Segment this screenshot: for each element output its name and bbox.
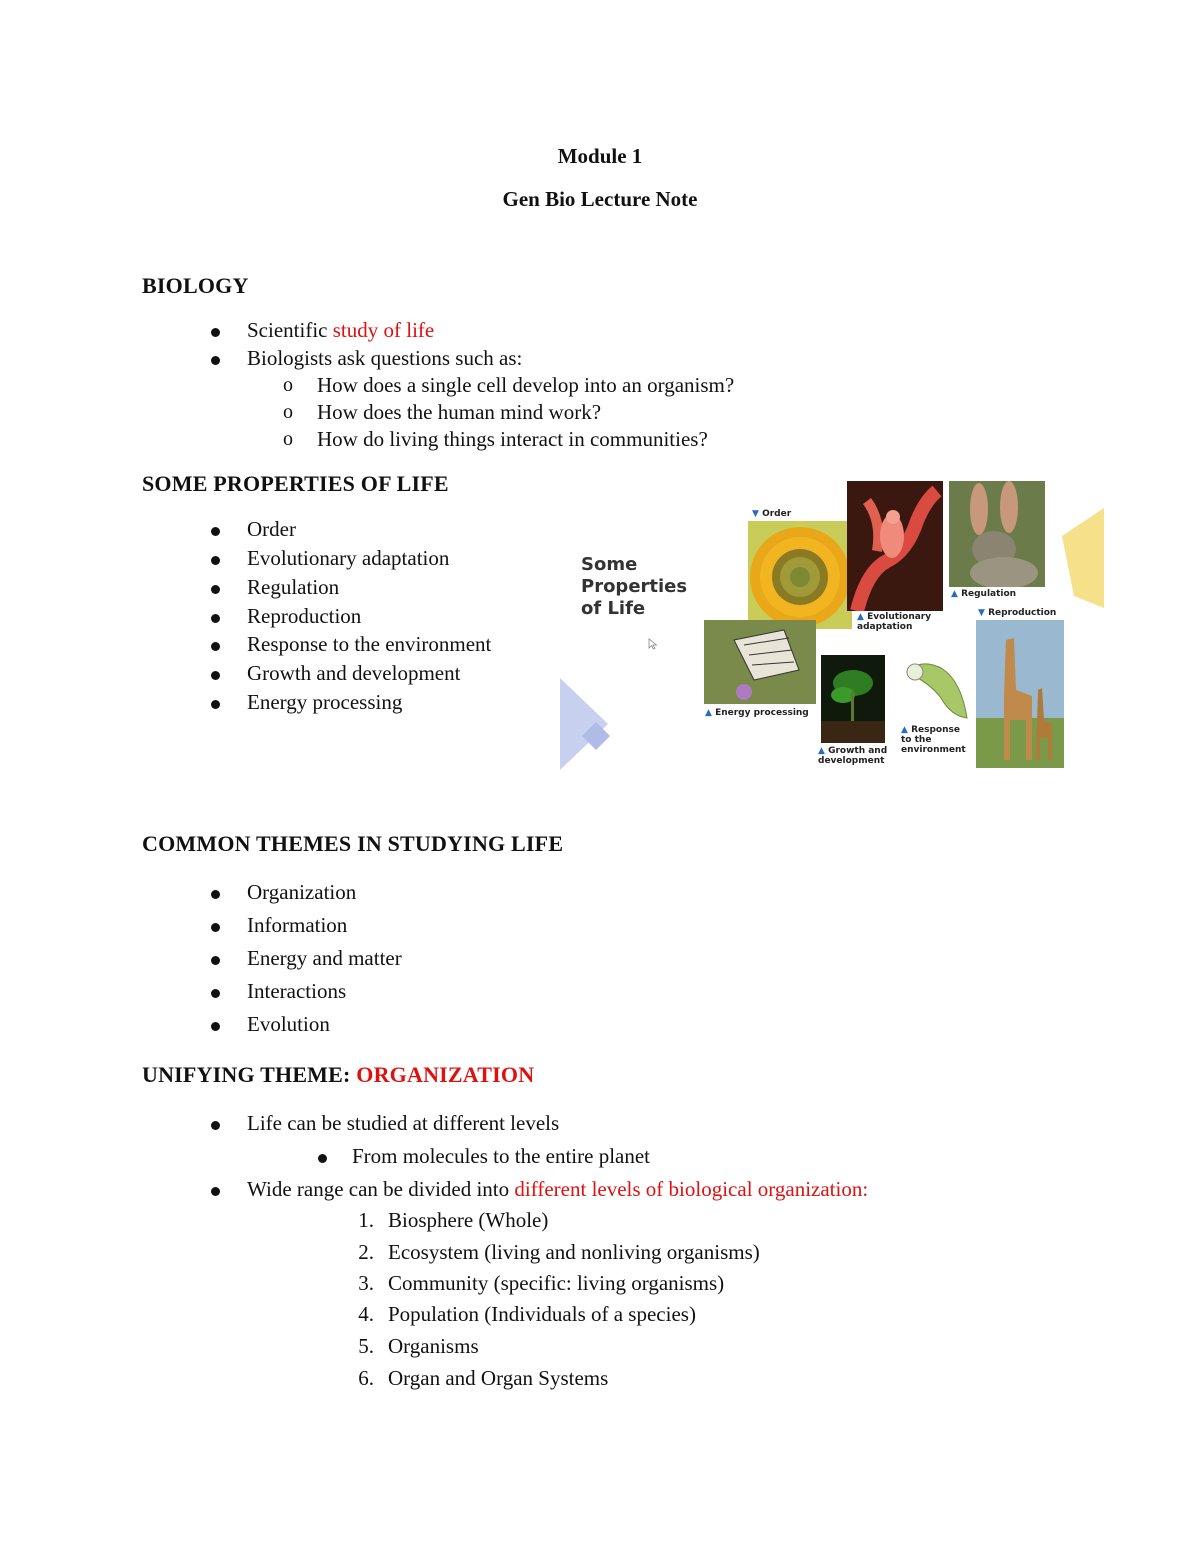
highlight-text: different levels of biological organization: [514, 1177, 869, 1201]
caption-energy: ▲ Energy processing [705, 708, 809, 718]
sunflower-photo [748, 521, 852, 629]
sub-bullet-icon: o [283, 428, 293, 450]
bullet-icon [318, 1154, 327, 1163]
level-number: 6. [358, 1366, 374, 1390]
giraffe-photo [976, 620, 1064, 768]
list-item [247, 318, 434, 343]
caption-response: ▲ Response to the environment [901, 725, 966, 755]
bullet-icon [211, 642, 220, 651]
list-item: Reproduction [247, 604, 362, 628]
level-item: Biosphere (Whole) [388, 1208, 549, 1232]
list-item: Evolutionary adaptation [247, 546, 450, 570]
level-item: Ecosystem (living and nonliving organisms) [388, 1240, 760, 1264]
level-item: Population (Individuals of a species) [388, 1302, 696, 1326]
highlight-text: study of life [332, 318, 435, 342]
level-number: 4. [358, 1302, 374, 1326]
bullet-icon [211, 356, 220, 365]
level-number: 5. [358, 1334, 374, 1358]
list-item: Response to the environment [247, 632, 492, 656]
list-item: Regulation [247, 575, 340, 599]
bullet-text: Wide range can be divided into [247, 1177, 515, 1201]
heading-highlight: ORGANIZATION [356, 1062, 535, 1087]
bullet-icon [211, 671, 220, 680]
list-item: Interactions [247, 979, 347, 1003]
response-plant-photo [901, 658, 973, 728]
list-item: Energy and matter [247, 946, 402, 970]
bullet-icon [211, 1022, 220, 1031]
figure-title: Some Properties of Life [581, 554, 688, 619]
bullet-icon [211, 527, 220, 536]
seedling-photo [821, 655, 885, 743]
bullet-icon [211, 1121, 220, 1130]
bullet-icon [211, 923, 220, 932]
level-item: Organisms [388, 1334, 479, 1358]
bullet-icon [211, 614, 220, 623]
list-item: Energy processing [247, 690, 403, 714]
bullet-icon [211, 585, 220, 594]
hare-photo [949, 481, 1045, 587]
properties-of-life-figure [558, 478, 1104, 778]
seahorse-photo [847, 481, 943, 611]
level-item: Organ and Organ Systems [388, 1366, 609, 1390]
sub-bullet-icon: o [283, 374, 293, 396]
bullet-icon [211, 556, 220, 565]
caption-order: ▼ Order [752, 509, 792, 519]
bullet-icon [211, 700, 220, 709]
list-item: Order [247, 517, 296, 541]
list-item: Life can be studied at different levels [247, 1111, 560, 1135]
level-item: Community (specific: living organisms) [388, 1271, 725, 1295]
list-item: Evolution [247, 1012, 330, 1036]
section-heading-unifying [142, 1062, 534, 1088]
sub-bullet-icon: o [283, 401, 293, 423]
bullet-icon [211, 956, 220, 965]
list-item: Information [247, 913, 348, 937]
question-item: How do living things interact in communities? [317, 427, 708, 451]
question-item: How does the human mind work? [317, 400, 602, 424]
bullet-icon [211, 890, 220, 899]
bullet-icon [211, 1187, 220, 1196]
list-item: Organization [247, 880, 357, 904]
caption-growth: ▲ Growth and development [818, 746, 888, 766]
question-item: How does a single cell develop into an organism? [317, 373, 735, 397]
bullet-icon [211, 328, 220, 337]
butterfly-photo [704, 620, 816, 704]
sub-list-item: From molecules to the entire planet [352, 1144, 650, 1168]
level-number: 3. [358, 1271, 374, 1295]
heading-prefix: UNIFYING THEME: [142, 1062, 357, 1087]
document-subtitle: Gen Bio Lecture Note [502, 187, 698, 211]
list-item [247, 1177, 868, 1202]
cursor-icon [648, 638, 658, 650]
bullet-text: Scientific [247, 318, 333, 342]
caption-regulation: ▲ Regulation [951, 589, 1017, 599]
level-number: 2. [358, 1240, 374, 1264]
section-heading-themes: COMMON THEMES IN STUDYING LIFE [142, 831, 564, 856]
list-item: Growth and development [247, 661, 461, 685]
level-number: 1. [358, 1208, 374, 1232]
document-title: Module 1 [557, 144, 643, 168]
caption-reproduction: ▼ Reproduction [978, 608, 1057, 618]
caption-evolutionary: ▲ Evolutionary adaptation [857, 612, 932, 632]
bullet-icon [211, 989, 220, 998]
list-item: Biologists ask questions such as: [247, 346, 523, 370]
section-heading-biology: BIOLOGY [142, 273, 249, 298]
section-heading-properties: SOME PROPERTIES OF LIFE [142, 471, 449, 496]
